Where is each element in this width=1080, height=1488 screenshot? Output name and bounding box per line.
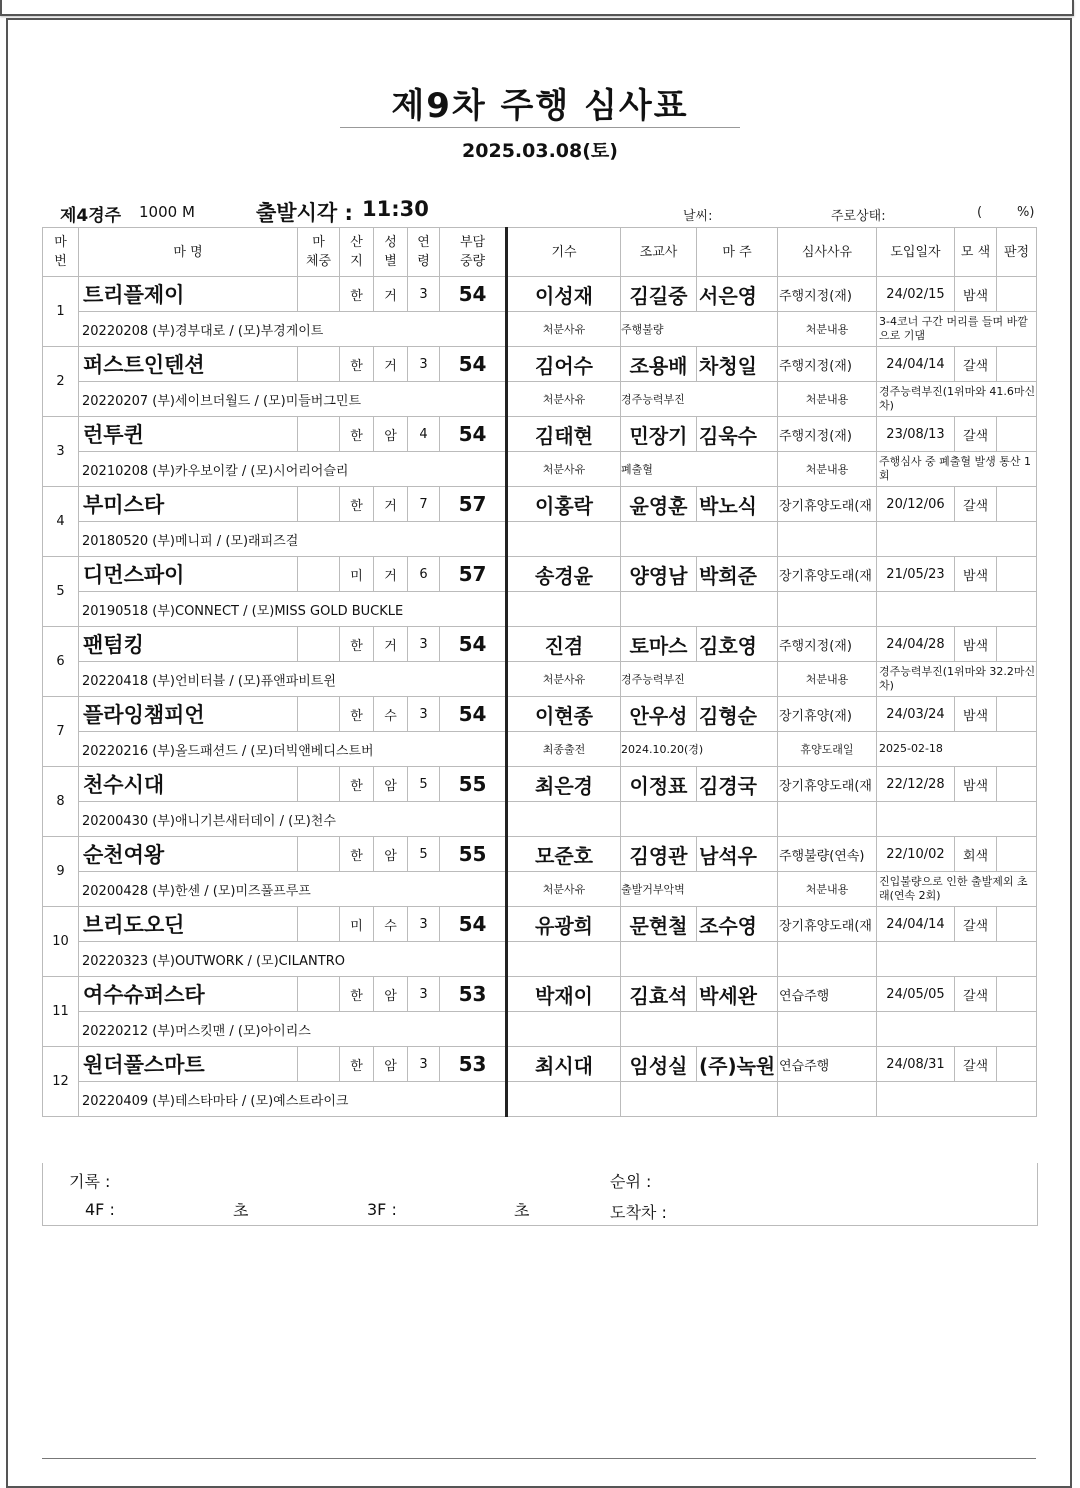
trainer: 민장기 (621, 417, 697, 452)
age: 5 (408, 837, 440, 872)
disposition-label-2 (778, 1082, 877, 1117)
carried-weight: 54 (440, 697, 507, 732)
owner: 김호영 (697, 627, 778, 662)
sex: 암 (374, 837, 408, 872)
horse-name: 플라잉챔피언 (79, 697, 298, 732)
header-sex: 성 별 (374, 228, 408, 277)
horse-number: 7 (43, 697, 79, 767)
disposition-value-2: 2025-02-18 (877, 732, 1037, 767)
table-row (43, 417, 1037, 452)
owner: 김형순 (697, 697, 778, 732)
jockey: 진겸 (507, 627, 621, 662)
start-time-value: 11:30 (362, 197, 429, 221)
header-reason: 심사사유 (778, 228, 877, 277)
coat-color: 밤색 (955, 627, 997, 662)
pedigree: 20220418 (부)언비터블 / (모)퓨앤파비트윈 (79, 662, 507, 697)
disposition-value-2: 경주능력부진(1위마와 41.6마신 차) (877, 382, 1037, 417)
trainer: 김길중 (621, 277, 697, 312)
jockey: 최시대 (507, 1047, 621, 1082)
disposition-value-1 (621, 942, 778, 977)
table-row-detail (43, 382, 1037, 417)
coat-color: 갈색 (955, 417, 997, 452)
horse-name: 부미스타 (79, 487, 298, 522)
carried-weight: 54 (440, 277, 507, 312)
jockey: 모준호 (507, 837, 621, 872)
body-weight (298, 1047, 340, 1082)
horse-name: 순천여왕 (79, 837, 298, 872)
trainer: 문현철 (621, 907, 697, 942)
judgement (997, 487, 1037, 522)
sex: 암 (374, 767, 408, 802)
pedigree: 20210208 (부)카우보이칼 / (모)시어리어슬리 (79, 452, 507, 487)
age: 3 (408, 347, 440, 382)
coat-color: 갈색 (955, 1047, 997, 1082)
horse-number: 6 (43, 627, 79, 697)
disposition-value-1: 2024.10.20(경) (621, 732, 778, 767)
import-date: 24/02/15 (877, 277, 955, 312)
trainer: 김효석 (621, 977, 697, 1012)
disposition-label-1: 처분사유 (507, 312, 621, 347)
disposition-value-2 (877, 1012, 1037, 1047)
judgement (997, 907, 1037, 942)
review-reason: 장기휴양도래(재 (778, 907, 877, 942)
age: 3 (408, 697, 440, 732)
disposition-label-2: 처분내용 (778, 312, 877, 347)
sex: 거 (374, 627, 408, 662)
sex: 거 (374, 557, 408, 592)
pedigree: 20220212 (부)머스킷맨 / (모)아이리스 (79, 1012, 507, 1047)
horse-number: 11 (43, 977, 79, 1047)
disposition-value-1: 경주능력부진 (621, 662, 778, 697)
trainer: 조용배 (621, 347, 697, 382)
table-row-detail (43, 802, 1037, 837)
jockey: 이홍락 (507, 487, 621, 522)
header-no: 마 번 (43, 228, 79, 277)
disposition-value-2: 경주능력부진(1위마와 32.2마신차) (877, 662, 1037, 697)
disposition-label-1: 처분사유 (507, 872, 621, 907)
import-date: 24/04/14 (877, 907, 955, 942)
disposition-label-1 (507, 802, 621, 837)
disposition-value-1: 경주능력부진 (621, 382, 778, 417)
import-date: 24/03/24 (877, 697, 955, 732)
pedigree: 20220207 (부)세이브더월드 / (모)미들버그민트 (79, 382, 507, 417)
sex: 암 (374, 1047, 408, 1082)
body-weight (298, 277, 340, 312)
origin: 미 (340, 907, 374, 942)
disposition-value-1 (621, 802, 778, 837)
table-row-detail (43, 942, 1037, 977)
disposition-value-2: 진입불량으로 인한 출발제외 초래(연속 2회) (877, 872, 1037, 907)
coat-color: 밤색 (955, 557, 997, 592)
disposition-value-2 (877, 942, 1037, 977)
owner: 차청일 (697, 347, 778, 382)
four-furlong-label: 4F : (85, 1200, 115, 1219)
owner: 서은영 (697, 277, 778, 312)
pedigree: 20190518 (부)CONNECT / (모)MISS GOLD BUCKLE (79, 592, 507, 627)
judgement (997, 767, 1037, 802)
disposition-label-2 (778, 522, 877, 557)
origin: 한 (340, 347, 374, 382)
horse-number: 3 (43, 417, 79, 487)
disposition-value-2 (877, 802, 1037, 837)
disposition-label-1 (507, 1012, 621, 1047)
disposition-value-1 (621, 1012, 778, 1047)
import-date: 24/05/05 (877, 977, 955, 1012)
carried-weight: 57 (440, 557, 507, 592)
table-row-detail (43, 592, 1037, 627)
disposition-label-1: 처분사유 (507, 382, 621, 417)
horse-name: 원더풀스마트 (79, 1047, 298, 1082)
import-date: 22/12/28 (877, 767, 955, 802)
body-weight (298, 907, 340, 942)
pedigree: 20220208 (부)경부대로 / (모)부경게이트 (79, 312, 507, 347)
sex: 거 (374, 487, 408, 522)
header-color: 모 색 (955, 228, 997, 277)
sex: 거 (374, 347, 408, 382)
jockey: 송경윤 (507, 557, 621, 592)
horse-name: 팬텀킹 (79, 627, 298, 662)
disposition-value-1 (621, 522, 778, 557)
judgement (997, 557, 1037, 592)
owner: 조수영 (697, 907, 778, 942)
table-row-detail (43, 732, 1037, 767)
disposition-label-2: 처분내용 (778, 662, 877, 697)
pedigree: 20200428 (부)한센 / (모)미즈풀프루프 (79, 872, 507, 907)
race-number: 제4경주 (60, 206, 122, 226)
judgement (997, 977, 1037, 1012)
coat-color: 밤색 (955, 277, 997, 312)
document-title: 제9차 주행 심사표 (391, 86, 689, 126)
record-footer (42, 1163, 1038, 1226)
judgement (997, 277, 1037, 312)
sex: 거 (374, 277, 408, 312)
coat-color: 갈색 (955, 907, 997, 942)
body-weight (298, 977, 340, 1012)
disposition-value-2: 3-4코너 구간 머리를 들며 바깥으로 기댐 (877, 312, 1037, 347)
horse-number: 8 (43, 767, 79, 837)
origin: 한 (340, 1047, 374, 1082)
table-row (43, 1047, 1037, 1082)
trainer: 윤영훈 (621, 487, 697, 522)
body-weight (298, 697, 340, 732)
review-reason: 장기휴양도래(재 (778, 487, 877, 522)
disposition-label-1 (507, 592, 621, 627)
pedigree: 20220216 (부)올드패션드 / (모)더빅앤베디스트버 (79, 732, 507, 767)
horse-number: 12 (43, 1047, 79, 1117)
carried-weight: 54 (440, 347, 507, 382)
disposition-label-1: 처분사유 (507, 452, 621, 487)
horse-name: 트리플제이 (79, 277, 298, 312)
disposition-label-1: 최종출전 (507, 732, 621, 767)
table-header-row (43, 228, 1037, 277)
disposition-value-1 (621, 1082, 778, 1117)
disposition-value-2: 주행심사 중 폐출혈 발생 통산 1회 (877, 452, 1037, 487)
disposition-label-1: 처분사유 (507, 662, 621, 697)
origin: 한 (340, 417, 374, 452)
age: 6 (408, 557, 440, 592)
import-date: 22/10/02 (877, 837, 955, 872)
disposition-value-1: 주행불량 (621, 312, 778, 347)
disposition-value-1 (621, 592, 778, 627)
header-judgement: 판정 (997, 228, 1037, 277)
horse-name: 브리도오딘 (79, 907, 298, 942)
disposition-label-2: 처분내용 (778, 872, 877, 907)
entry-table (42, 227, 1037, 1117)
judgement (997, 417, 1037, 452)
table-row-detail (43, 872, 1037, 907)
three-furlong-label: 3F : (367, 1200, 397, 1219)
horse-name: 디먼스파이 (79, 557, 298, 592)
review-reason: 연습주행 (778, 977, 877, 1012)
judgement (997, 347, 1037, 382)
three-furlong-seconds: 초 (514, 1201, 530, 1220)
jockey: 김어수 (507, 347, 621, 382)
header-name: 마 명 (79, 228, 298, 277)
margin-label: 도착차 : (610, 1203, 667, 1222)
disposition-value-1: 출발거부악벽 (621, 872, 778, 907)
age: 5 (408, 767, 440, 802)
import-date: 24/04/14 (877, 347, 955, 382)
sex: 암 (374, 417, 408, 452)
disposition-value-2 (877, 522, 1037, 557)
judgement (997, 837, 1037, 872)
header-import-date: 도입일자 (877, 228, 955, 277)
table-row (43, 907, 1037, 942)
table-row (43, 487, 1037, 522)
disposition-label-2 (778, 1012, 877, 1047)
carried-weight: 54 (440, 907, 507, 942)
body-weight (298, 627, 340, 662)
horse-name: 여수슈퍼스타 (79, 977, 298, 1012)
disposition-value-1: 폐출혈 (621, 452, 778, 487)
jockey: 이성재 (507, 277, 621, 312)
body-weight (298, 557, 340, 592)
disposition-label-1 (507, 1082, 621, 1117)
trainer: 양영남 (621, 557, 697, 592)
origin: 미 (340, 557, 374, 592)
header-age: 연 령 (408, 228, 440, 277)
trainer: 안우성 (621, 697, 697, 732)
owner: 박노식 (697, 487, 778, 522)
age: 3 (408, 977, 440, 1012)
disposition-label-2: 처분내용 (778, 382, 877, 417)
disposition-value-2 (877, 1082, 1037, 1117)
age: 7 (408, 487, 440, 522)
jockey: 유광희 (507, 907, 621, 942)
horse-number: 1 (43, 277, 79, 347)
sex: 수 (374, 697, 408, 732)
title-underline (340, 127, 740, 128)
review-reason: 주행불량(연속) (778, 837, 877, 872)
horse-number: 9 (43, 837, 79, 907)
horse-name: 런투퀸 (79, 417, 298, 452)
table-row-detail (43, 1012, 1037, 1047)
review-reason: 연습주행 (778, 1047, 877, 1082)
pedigree: 20180520 (부)메니피 / (모)래피즈걸 (79, 522, 507, 557)
origin: 한 (340, 627, 374, 662)
coat-color: 회색 (955, 837, 997, 872)
table-row-detail (43, 312, 1037, 347)
rank-label: 순위 : (610, 1172, 652, 1191)
owner: 박세완 (697, 977, 778, 1012)
disposition-value-2 (877, 592, 1037, 627)
horse-number: 2 (43, 347, 79, 417)
header-jockey: 기수 (507, 228, 621, 277)
carried-weight: 54 (440, 627, 507, 662)
pedigree: 20220409 (부)테스타마타 / (모)예스트라이크 (79, 1082, 507, 1117)
header-weight: 부담 중량 (440, 228, 507, 277)
moisture-open: ( (977, 205, 983, 220)
table-row (43, 557, 1037, 592)
race-date: 2025.03.08(토) (462, 140, 618, 162)
age: 3 (408, 907, 440, 942)
record-label: 기록 : (69, 1172, 111, 1191)
owner: 박희준 (697, 557, 778, 592)
owner: (주)녹원 (697, 1047, 778, 1082)
horse-number: 4 (43, 487, 79, 557)
four-furlong-seconds: 초 (233, 1201, 249, 1220)
start-time-label: 출발시각 : (256, 201, 353, 225)
carried-weight: 57 (440, 487, 507, 522)
body-weight (298, 837, 340, 872)
review-reason: 장기휴양도래(재 (778, 767, 877, 802)
table-row (43, 977, 1037, 1012)
owner: 김경국 (697, 767, 778, 802)
import-date: 24/08/31 (877, 1047, 955, 1082)
disposition-label-1 (507, 942, 621, 977)
age: 3 (408, 1047, 440, 1082)
body-weight (298, 487, 340, 522)
disposition-label-1 (507, 522, 621, 557)
jockey: 김태현 (507, 417, 621, 452)
table-row-detail (43, 522, 1037, 557)
race-distance: 1000 M (139, 203, 195, 221)
header-origin: 산 지 (340, 228, 374, 277)
table-row (43, 277, 1037, 312)
body-weight (298, 767, 340, 802)
table-row-detail (43, 452, 1037, 487)
review-reason: 주행지정(재) (778, 347, 877, 382)
jockey: 최은경 (507, 767, 621, 802)
trainer: 김영관 (621, 837, 697, 872)
weather-label: 날씨: (683, 209, 713, 224)
carried-weight: 55 (440, 767, 507, 802)
body-weight (298, 347, 340, 382)
disposition-label-2 (778, 942, 877, 977)
pedigree: 20200430 (부)애니기븐새터데이 / (모)천수 (79, 802, 507, 837)
bottom-rule (42, 1458, 1036, 1459)
review-reason: 장기휴양도래(재 (778, 557, 877, 592)
coat-color: 갈색 (955, 487, 997, 522)
table-row (43, 767, 1037, 802)
review-reason: 주행지정(재) (778, 627, 877, 662)
origin: 한 (340, 837, 374, 872)
trainer: 임성실 (621, 1047, 697, 1082)
origin: 한 (340, 767, 374, 802)
origin: 한 (340, 697, 374, 732)
carried-weight: 53 (440, 977, 507, 1012)
trainer: 이정표 (621, 767, 697, 802)
owner: 김욱수 (697, 417, 778, 452)
horse-name: 퍼스트인텐션 (79, 347, 298, 382)
table-row-detail (43, 662, 1037, 697)
trainer: 토마스 (621, 627, 697, 662)
import-date: 23/08/13 (877, 417, 955, 452)
carried-weight: 54 (440, 417, 507, 452)
header-body-weight: 마 체중 (298, 228, 340, 277)
disposition-label-2 (778, 802, 877, 837)
header-trainer: 조교사 (621, 228, 697, 277)
origin: 한 (340, 277, 374, 312)
owner: 남석우 (697, 837, 778, 872)
coat-color: 밤색 (955, 697, 997, 732)
coat-color: 밤색 (955, 767, 997, 802)
judgement (997, 627, 1037, 662)
review-reason: 주행지정(재) (778, 417, 877, 452)
jockey: 이현종 (507, 697, 621, 732)
age: 3 (408, 627, 440, 662)
track-condition-label: 주로상태: (831, 209, 886, 224)
moisture-close: %) (1017, 205, 1035, 220)
import-date: 24/04/28 (877, 627, 955, 662)
origin: 한 (340, 977, 374, 1012)
disposition-label-2 (778, 592, 877, 627)
origin: 한 (340, 487, 374, 522)
review-reason: 장기휴양(재) (778, 697, 877, 732)
horse-number: 5 (43, 557, 79, 627)
disposition-label-2: 처분내용 (778, 452, 877, 487)
carried-weight: 53 (440, 1047, 507, 1082)
sex: 수 (374, 907, 408, 942)
pedigree: 20220323 (부)OUTWORK / (모)CILANTRO (79, 942, 507, 977)
import-date: 20/12/06 (877, 487, 955, 522)
judgement (997, 1047, 1037, 1082)
sex: 암 (374, 977, 408, 1012)
carried-weight: 55 (440, 837, 507, 872)
jockey: 박재이 (507, 977, 621, 1012)
table-row (43, 627, 1037, 662)
age: 3 (408, 277, 440, 312)
coat-color: 갈색 (955, 977, 997, 1012)
disposition-label-2: 휴양도래일 (778, 732, 877, 767)
review-reason: 주행지정(재) (778, 277, 877, 312)
horse-number: 10 (43, 907, 79, 977)
horse-name: 천수시대 (79, 767, 298, 802)
import-date: 21/05/23 (877, 557, 955, 592)
body-weight (298, 417, 340, 452)
table-row (43, 697, 1037, 732)
table-row-detail (43, 1082, 1037, 1117)
coat-color: 갈색 (955, 347, 997, 382)
table-row (43, 347, 1037, 382)
header-owner: 마 주 (697, 228, 778, 277)
table-row (43, 837, 1037, 872)
judgement (997, 697, 1037, 732)
previous-page-edge (0, 0, 1074, 16)
age: 4 (408, 417, 440, 452)
